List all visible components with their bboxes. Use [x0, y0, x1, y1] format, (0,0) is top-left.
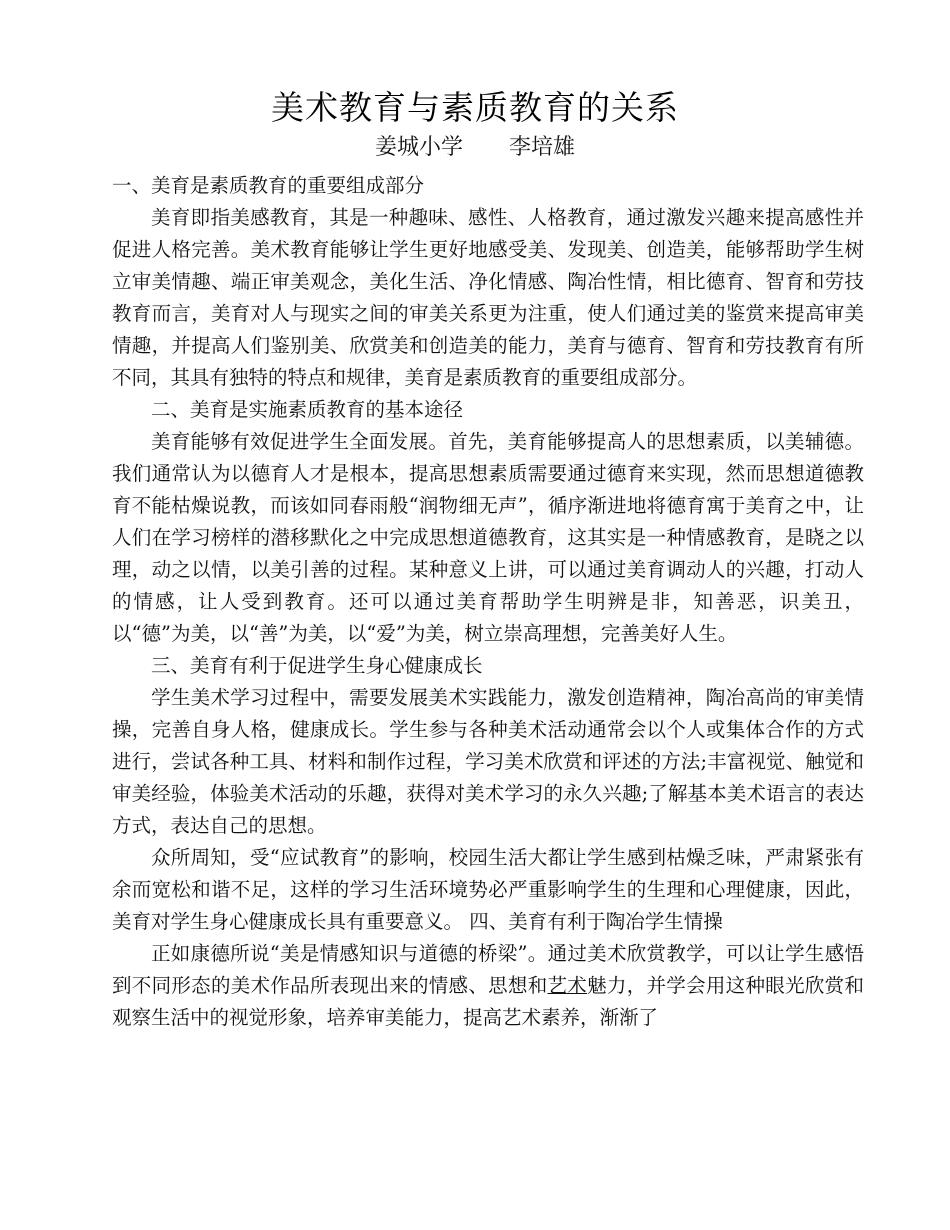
section-heading-2: 二、美育是实施素质教育的基本途径 [151, 398, 464, 421]
section-heading-3: 三、美育有利于促进学生身心健康成长 [151, 654, 483, 677]
underlined-art-word: 艺术 [547, 974, 588, 997]
document-title: 美术教育与素质教育的关系 [271, 88, 679, 127]
paragraph-4: 众所周知，受“应试教育”的影响，校园生活大都让学生感到枯燥乏味，严肃紧张有余而宽松和谐不足，这样的学习生活环境势必严重影响学生的生理和心理健康，因此，美育对学生身心健康成长具有重要意义。 四、美育有利于陶冶学生情操 [112, 846, 864, 933]
author-line [0, 133, 950, 163]
paragraph-3: 学生美术学习过程中，需要发展美术实践能力，激发创造精神，陶冶高尚的审美情操，完善自身人格，健康成长。学生参与各种美术活动通常会以个人或集体合作的方式进行，尝试各种工具、材料和制作过程，学习美术欣赏和评述的方法;丰富视觉、触觉和审美经验，体验美术活动的乐趣，获得对美术学习的永久兴趣;了解基本美术语言的表达方式，表达自己的思想。 [112, 686, 864, 837]
author-school: 姜城小学 [374, 135, 463, 160]
paragraph-5 [112, 938, 864, 1034]
section-heading-1: 一、美育是素质教育的重要组成部分 [112, 174, 425, 197]
paragraph-1: 美育即指美感教育，其是一种趣味、感性、人格教育，通过激发兴趣来提高感性并促进人格完善。美术教育能够让学生更好地感受美、发现美、创造美，能够帮助学生树立审美情趣、端正审美观念，美化生活、净化情感、陶冶性情，相比德育、智育和劳技教育而言，美育对人与现实之间的审美关系更为注重，使人们通过美的鉴赏来提高审美情趣，并提高人们鉴别美、欣赏美和创造美的能力，美育与德育、智育和劳技教育有所不同，其具有独特的特点和规律，美育是素质教育的重要组成部分。 [112, 206, 864, 389]
paragraph-5-before: 正如康德所说“美是情感知识与道德的桥梁”。通过美术欣赏教学，可以让学生感悟到不同形态的美术作品所表现出来的情感、思想和 [112, 942, 864, 997]
document-body [112, 170, 864, 1034]
author-name: 李培雄 [509, 135, 576, 160]
paragraph-5-after: 魅力，并学会用这种眼光欣赏和观察生活中的视觉形象，培养审美能力，提高艺术素养，渐渐了 [112, 974, 864, 1029]
paragraph-2: 美育能够有效促进学生全面发展。首先，美育能够提高人的思想素质，以美辅德。我们通常认为以德育人才是根本，提高思想素质需要通过德育来实现，然而思想道德教育不能枯燥说教，而该如同春雨般“润物细无声”，循序渐进地将德育寓于美育之中，让人们在学习榜样的潜移默化之中完成思想道德教育，这其实是一种情感教育，是晓之以理，动之以情，以美引善的过程。某种意义上讲，可以通过美育调动人的兴趣，打动人的情感，让人受到教育。还可以通过美育帮助学生明辨是非，知善恶，识美丑，以“德”为美，以“善”为美，以“爱”为美，树立崇高理想，完善美好人生。 [112, 430, 864, 645]
